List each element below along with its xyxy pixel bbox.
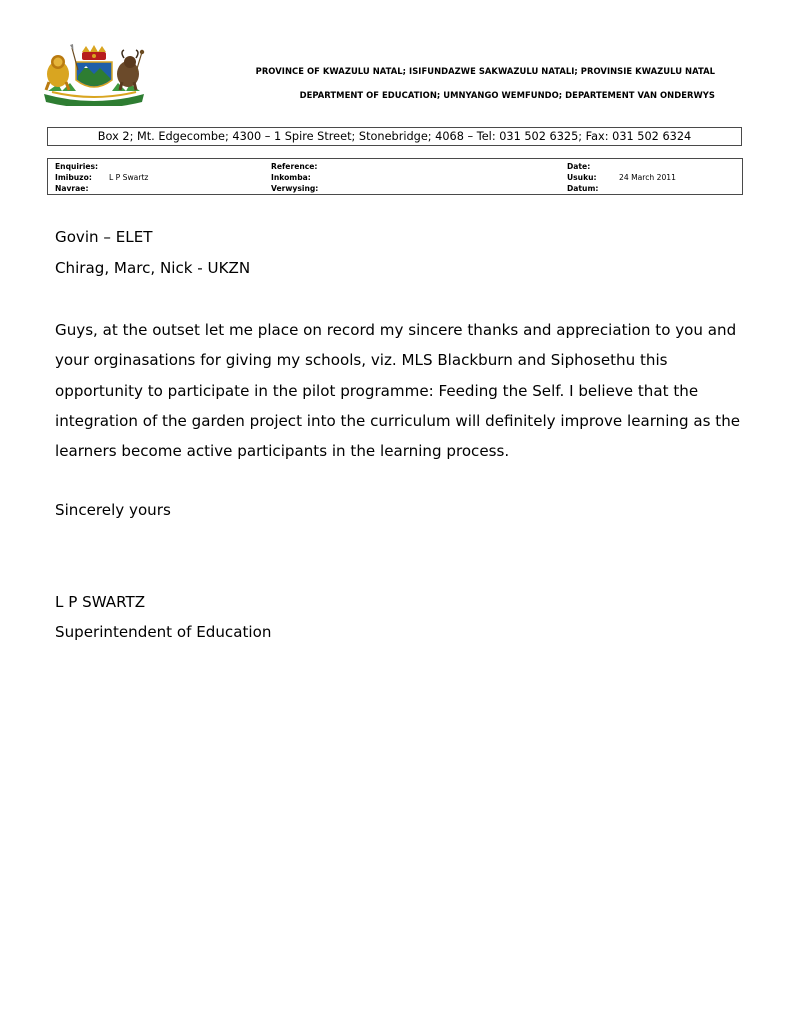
inkomba-label: Inkomba: bbox=[271, 172, 311, 182]
datum-label: Datum: bbox=[567, 183, 599, 193]
signatory-title: Superintendent of Education bbox=[55, 623, 272, 641]
recipient-line-2: Chirag, Marc, Nick - UKZN bbox=[55, 259, 251, 277]
date-labels bbox=[567, 162, 598, 194]
signatory-name: L P SWARTZ bbox=[55, 593, 146, 611]
enquiries-labels bbox=[55, 162, 98, 194]
reference-label: Reference: bbox=[271, 162, 318, 171]
body-line: your orginasations for giving my schools, viz. MLS Blackburn and Siphosethu this bbox=[55, 351, 668, 370]
enquiries-value: L P Swartz bbox=[109, 172, 149, 182]
reference-labels bbox=[271, 162, 318, 194]
province-header: PROVINCE OF KWAZULU NATAL; ISIFUNDAZWE SAKWAZULU NATALI; PROVINSIE KWAZULU NATAL bbox=[255, 66, 715, 76]
address-box: Box 2; Mt. Edgecombe; 4300 – 1 Spire Street; Stonebridge; 4068 – Tel: 031 502 6325; Fax: 031 502 6324 bbox=[47, 127, 742, 146]
department-header: DEPARTMENT OF EDUCATION; UMNYANGO WEMFUNDO; DEPARTEMENT VAN ONDERWYS bbox=[299, 90, 715, 100]
recipient-line-1: Govin – ELET bbox=[55, 228, 153, 246]
closing: Sincerely yours bbox=[55, 501, 171, 519]
body-line: opportunity to participate in the pilot programme: Feeding the Self. I believe that the bbox=[55, 381, 699, 400]
date-label: Date: bbox=[567, 162, 591, 171]
letter-body bbox=[55, 315, 745, 466]
imibuzo-label: Imibuzo: bbox=[55, 172, 92, 182]
date-value: 24 March 2011 bbox=[619, 172, 676, 182]
verwysing-label: Verwysing: bbox=[271, 183, 319, 193]
navrae-label: Navrae: bbox=[55, 183, 89, 193]
usuku-label: Usuku: bbox=[567, 172, 597, 182]
body-line: Guys, at the outset let me place on record my sincere thanks and appreciation to you and bbox=[55, 321, 737, 339]
coat-of-arms-logo bbox=[38, 44, 150, 106]
body-line: integration of the garden project into the curriculum will definitely improve learning as the bbox=[55, 411, 741, 430]
enquiries-label: Enquiries: bbox=[55, 162, 99, 171]
body-line: learners become active participants in the learning process. bbox=[55, 442, 510, 461]
reference-box bbox=[47, 158, 743, 195]
